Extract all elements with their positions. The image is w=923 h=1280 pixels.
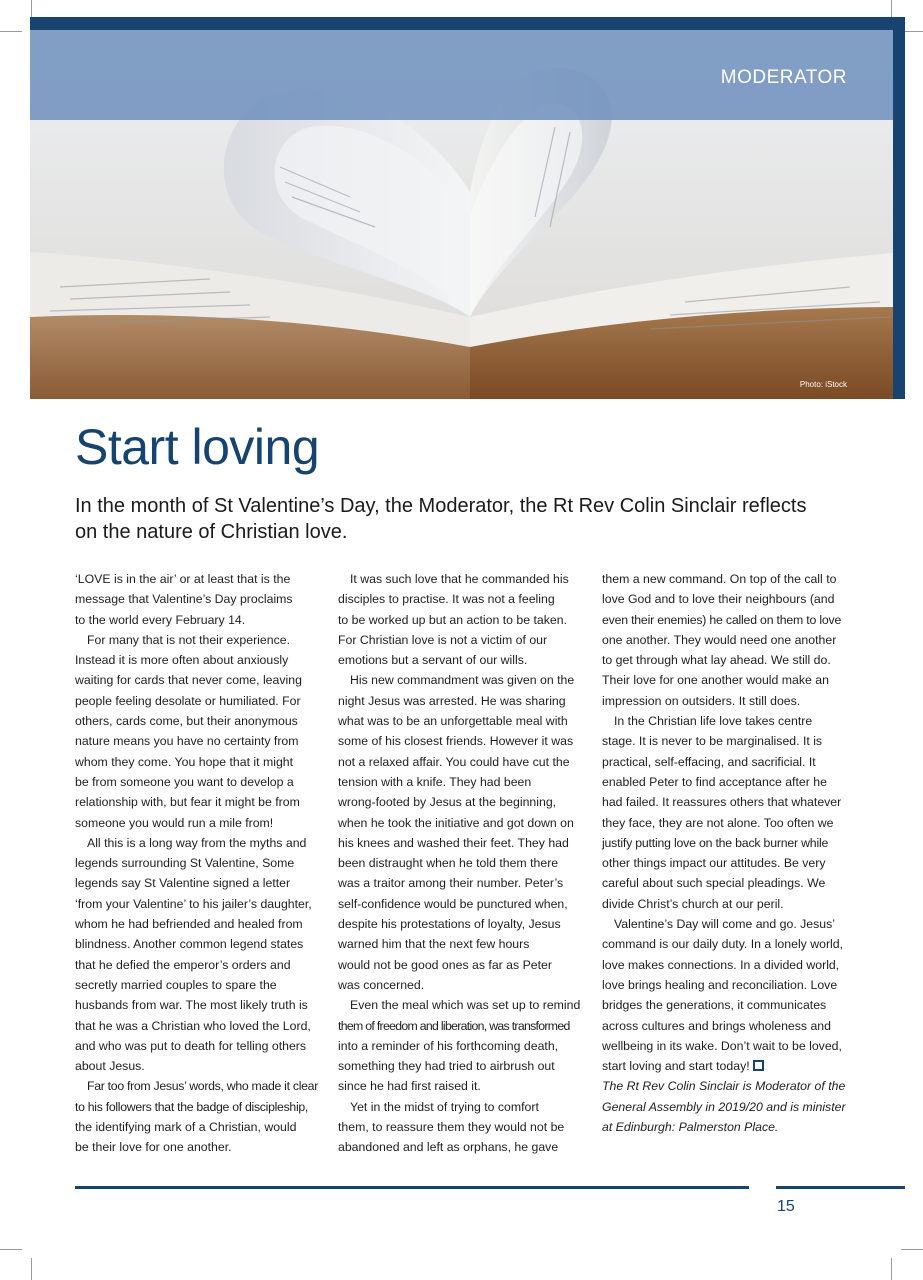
text-line: Valentine’s Day will come and go. Jesus’ [614, 917, 836, 932]
text-line: to get through what lay ahead. We still do. [602, 653, 831, 668]
text-line: impression on outsiders. It still does. [602, 693, 801, 708]
text-line: to be worked up but an action to be taken. [338, 612, 568, 627]
text-line: self-confidence would be punctured when, [338, 896, 568, 911]
text-line: whom he had befriended and healed from [75, 917, 303, 932]
text-line: divide Christ’s church at our peril. [602, 896, 784, 911]
paragraph [75, 833, 325, 1077]
text-line: be from someone you want to develop a [75, 774, 294, 789]
standfirst-line: In the month of St Valentine’s Day, the Moderator, the Rt Rev Colin Sinclair reflects [75, 495, 807, 517]
text-line: warned him that the next few hours [338, 937, 530, 952]
crop-mark [0, 31, 22, 32]
text-line: Instead it is more often about anxiously [75, 653, 289, 668]
text-line: them a new command. On top of the call to [602, 572, 837, 586]
text-line: waiting for cards that never come, leaving [75, 673, 302, 688]
text-line: blindness. Another common legend states [75, 937, 304, 952]
text-line: All this is a long way from the myths and [87, 835, 307, 850]
page-number: 15 [777, 1198, 795, 1215]
text-line: It was such love that he commanded his [350, 572, 569, 586]
text-line: Their love for one another would make an [602, 673, 829, 688]
text-line: abandoned and left as orphans, he gave [338, 1140, 559, 1155]
text-line: Even the meal which was set up to remind [350, 998, 581, 1013]
article-column-1 [75, 569, 325, 1158]
text-line: them of freedom and liberation, was transformed [338, 1018, 570, 1033]
photo-credit: Photo: iStock [799, 380, 847, 389]
standfirst-line: on the nature of Christian love. [75, 521, 348, 543]
paragraph [602, 711, 852, 914]
text-line: wellbeing in its wake. Don’t wait to be loved, [602, 1038, 842, 1053]
text-line: Yet in the midst of trying to comfort [350, 1099, 539, 1114]
text-line: even their enemies) he called on them to love [602, 612, 842, 627]
text-line: message that Valentine’s Day proclaims [75, 592, 293, 607]
crop-mark [891, 1258, 892, 1280]
text-line: justify putting love on the back burner while [602, 835, 829, 850]
text-line: across cultures and brings wholeness and [602, 1018, 831, 1033]
text-line: legends surrounding St Valentine, Some [75, 856, 295, 871]
text-line: emotions but a servant of our wills. [338, 653, 528, 668]
header-side-bar [893, 30, 905, 399]
footer-rule [776, 1186, 905, 1189]
text-line: not a relaxed affair. You could have cut the [338, 754, 570, 769]
crop-mark [0, 1249, 22, 1250]
text-line: love brings healing and reconciliation. Love [602, 977, 838, 992]
paragraph [338, 670, 588, 995]
text-line: they face, they are not alone. Too often we [602, 815, 834, 830]
footer-rule [75, 1186, 749, 1189]
text-line: Far too from Jesus’ words, who made it clear [87, 1079, 319, 1094]
text-line: ‘from your Valentine’ to his jailer’s daughter, [75, 896, 312, 911]
crop-mark [901, 1249, 923, 1250]
text-line: tension with a knife. They had been [338, 774, 532, 789]
paragraph [75, 630, 325, 833]
text-line: about Jesus. [75, 1059, 145, 1074]
text-line: and who was put to death for telling others [75, 1038, 307, 1053]
text-line: into a reminder of his forthcoming death, [338, 1038, 559, 1053]
paragraph [75, 1076, 325, 1157]
text-line: since he had first raised it. [338, 1079, 481, 1094]
text-line: to the world every February 14. [75, 612, 246, 627]
text-line: one another. They would need one another [602, 632, 837, 647]
text-line: relationship with, but fear it might be from [75, 795, 300, 810]
text-line: nature means you have no certainty from [75, 734, 299, 749]
text-line: people feeling desolate or humiliated. For [75, 693, 301, 708]
hero-image [30, 17, 905, 399]
text-line: bridges the generations, it communicates [602, 998, 827, 1013]
text-line: to his followers that the badge of discipleship, [75, 1099, 309, 1114]
text-line: some of his closest friends. However it was [338, 734, 574, 749]
text-line: stage. It is never to be marginalised. It is [602, 734, 823, 749]
text-line: whom they come. You hope that it might [75, 754, 294, 769]
text-line: his knees and washed their feet. They had [338, 835, 569, 850]
author-bio [602, 1076, 852, 1137]
text-line: was a traitor among their number. Peter’s [338, 876, 564, 891]
text-line: love makes connections. In a divided world, [602, 957, 840, 972]
text-line: had failed. It reassures others that whatever [602, 795, 842, 810]
text-line: His new commandment was given on the [350, 673, 575, 688]
text-line: legends say St Valentine signed a letter [75, 876, 291, 891]
text-line: was concerned. [338, 977, 425, 992]
text-line: ‘LOVE is in the air’ or at least that is the [75, 572, 291, 586]
text-line: others, cards come, but their anonymous [75, 714, 298, 729]
text-line: night Jesus was arrested. He was sharing [338, 693, 566, 708]
text-line: them, to reassure them they would not be [338, 1120, 565, 1135]
paragraph [602, 569, 852, 711]
article-column-2 [338, 569, 588, 1158]
text-line: wrong-footed by Jesus at the beginning, [338, 795, 557, 810]
paragraph [75, 569, 325, 630]
text-line: careful about such special pleadings. We [602, 876, 826, 891]
text-line: despite his protestations of loyalty, Jesus [338, 917, 561, 932]
text-line: In the Christian life love takes centre [614, 714, 813, 729]
paragraph [338, 995, 588, 1096]
text-line: husbands from war. The most likely truth is [75, 998, 308, 1013]
text-line: love God and to love their neighbours (and [602, 592, 835, 607]
text-line: that he defied the emperor’s orders and [75, 957, 291, 972]
text-line: other things impact our attitudes. Be very [602, 856, 826, 871]
text-line: would not be good ones as far as Peter [338, 957, 552, 972]
paragraph [338, 569, 588, 670]
section-label: MODERATOR [720, 67, 847, 88]
text-line: what was to be an unforgettable meal with [338, 714, 568, 729]
text-line: that he was a Christian who loved the Lord, [75, 1018, 311, 1033]
bio-line: The Rt Rev Colin Sinclair is Moderator of the [602, 1079, 846, 1094]
text-line: the identifying mark of a Christian, would [75, 1120, 297, 1135]
text-line: disciples to practise. It was not a feeling [338, 592, 555, 607]
text-line [602, 1056, 852, 1076]
headline: Start loving [75, 419, 320, 475]
text-line: enabled Peter to find acceptance after he [602, 774, 827, 789]
text-line: command is our daily duty. In a lonely world, [602, 937, 844, 952]
crop-mark [31, 1258, 32, 1280]
text-line: be their love for one another. [75, 1140, 232, 1155]
text-line: For Christian love is not a victim of our [338, 632, 548, 647]
text-line: secretly married couples to spare the [75, 977, 277, 992]
standfirst [75, 493, 835, 545]
text-line: when he took the initiative and got down on [338, 815, 574, 830]
paragraph [602, 914, 852, 1076]
end-of-article-icon [753, 1060, 764, 1071]
text-line: been distraught when he told them there [338, 856, 559, 871]
header-top-rule [30, 17, 905, 30]
text-line: something they had tried to airbrush out [338, 1059, 555, 1074]
paragraph [338, 1097, 588, 1158]
text-line-end: start loving and start today! [602, 1059, 750, 1074]
article-column-3 [602, 569, 852, 1137]
text-line: practical, self-effacing, and sacrificial. It [602, 754, 816, 769]
text-line: For many that is not their experience. [87, 632, 290, 647]
text-line: someone you would run a mile from! [75, 815, 274, 830]
bio-line: at Edinburgh: Palmerston Place. [602, 1120, 779, 1135]
bio-line: General Assembly in 2019/20 and is minister [602, 1099, 846, 1114]
